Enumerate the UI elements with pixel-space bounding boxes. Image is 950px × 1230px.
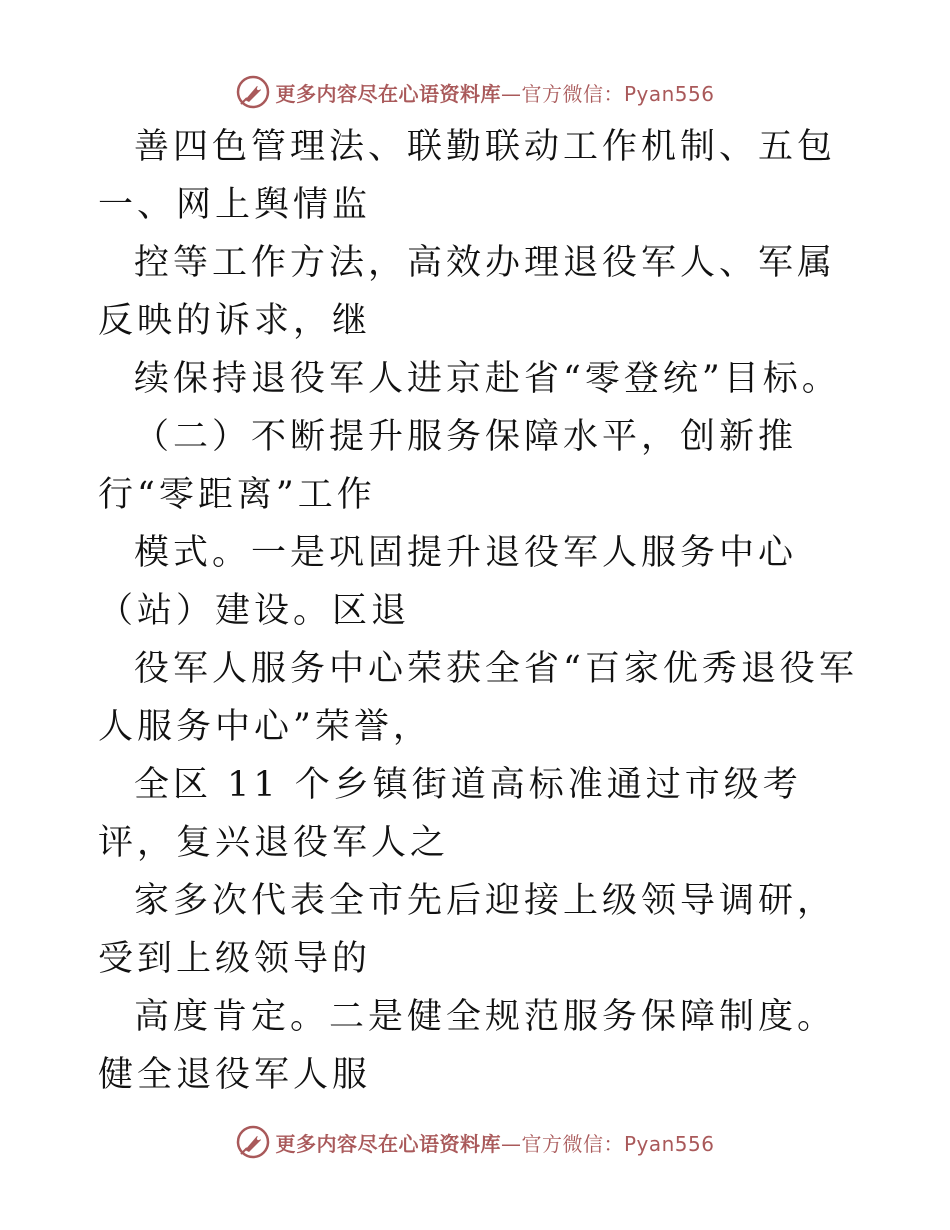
header-banner-wechat: 官方微信：Pyan556 [521, 81, 715, 106]
footer-banner-main: 更多内容尽在心语资料库 [275, 1131, 501, 1156]
header-banner-main: 更多内容尽在心语资料库 [275, 81, 501, 106]
paragraph-6: 役军人服务中心荣获全省“百家优秀退役军人服务中心”荣誉， [98, 649, 858, 747]
footer-banner-text [275, 1128, 714, 1157]
paragraph-4: （二）不断提升服务保障水平，创新推行“零距离”工作 [98, 417, 798, 515]
paragraph-8: 家多次代表全市先后迎接上级领导调研，受到上级领导的 [98, 881, 837, 979]
paragraph-1: 善四色管理法、联勤联动工作机制、五包一、网上舆情监 [98, 127, 837, 225]
paragraph-3: 续保持退役军人进京赴省“零登统”目标。 [134, 359, 841, 399]
header-banner-text [275, 78, 714, 107]
footer-banner-sep: — [500, 1131, 522, 1156]
paragraph-9: 高度肯定。二是健全规范服务保障制度。健全退役军人服 [98, 997, 837, 1095]
header-banner-sep: — [500, 81, 522, 106]
document-body [98, 118, 858, 1104]
paragraph-2: 控等工作方法，高效办理退役军人、军属反映的诉求，继 [98, 243, 837, 341]
header-banner [0, 72, 950, 112]
pen-nib-logo-icon [235, 74, 271, 110]
footer-banner-wechat: 官方微信：Pyan556 [521, 1131, 715, 1156]
paragraph-7: 全区 11 个乡镇街道高标准通过市级考评，复兴退役军人之 [98, 765, 802, 863]
paragraph-5: 模式。一是巩固提升退役军人服务中心（站）建设。区退 [98, 533, 798, 631]
pen-nib-logo-icon [235, 1124, 271, 1160]
footer-banner [0, 1122, 950, 1162]
